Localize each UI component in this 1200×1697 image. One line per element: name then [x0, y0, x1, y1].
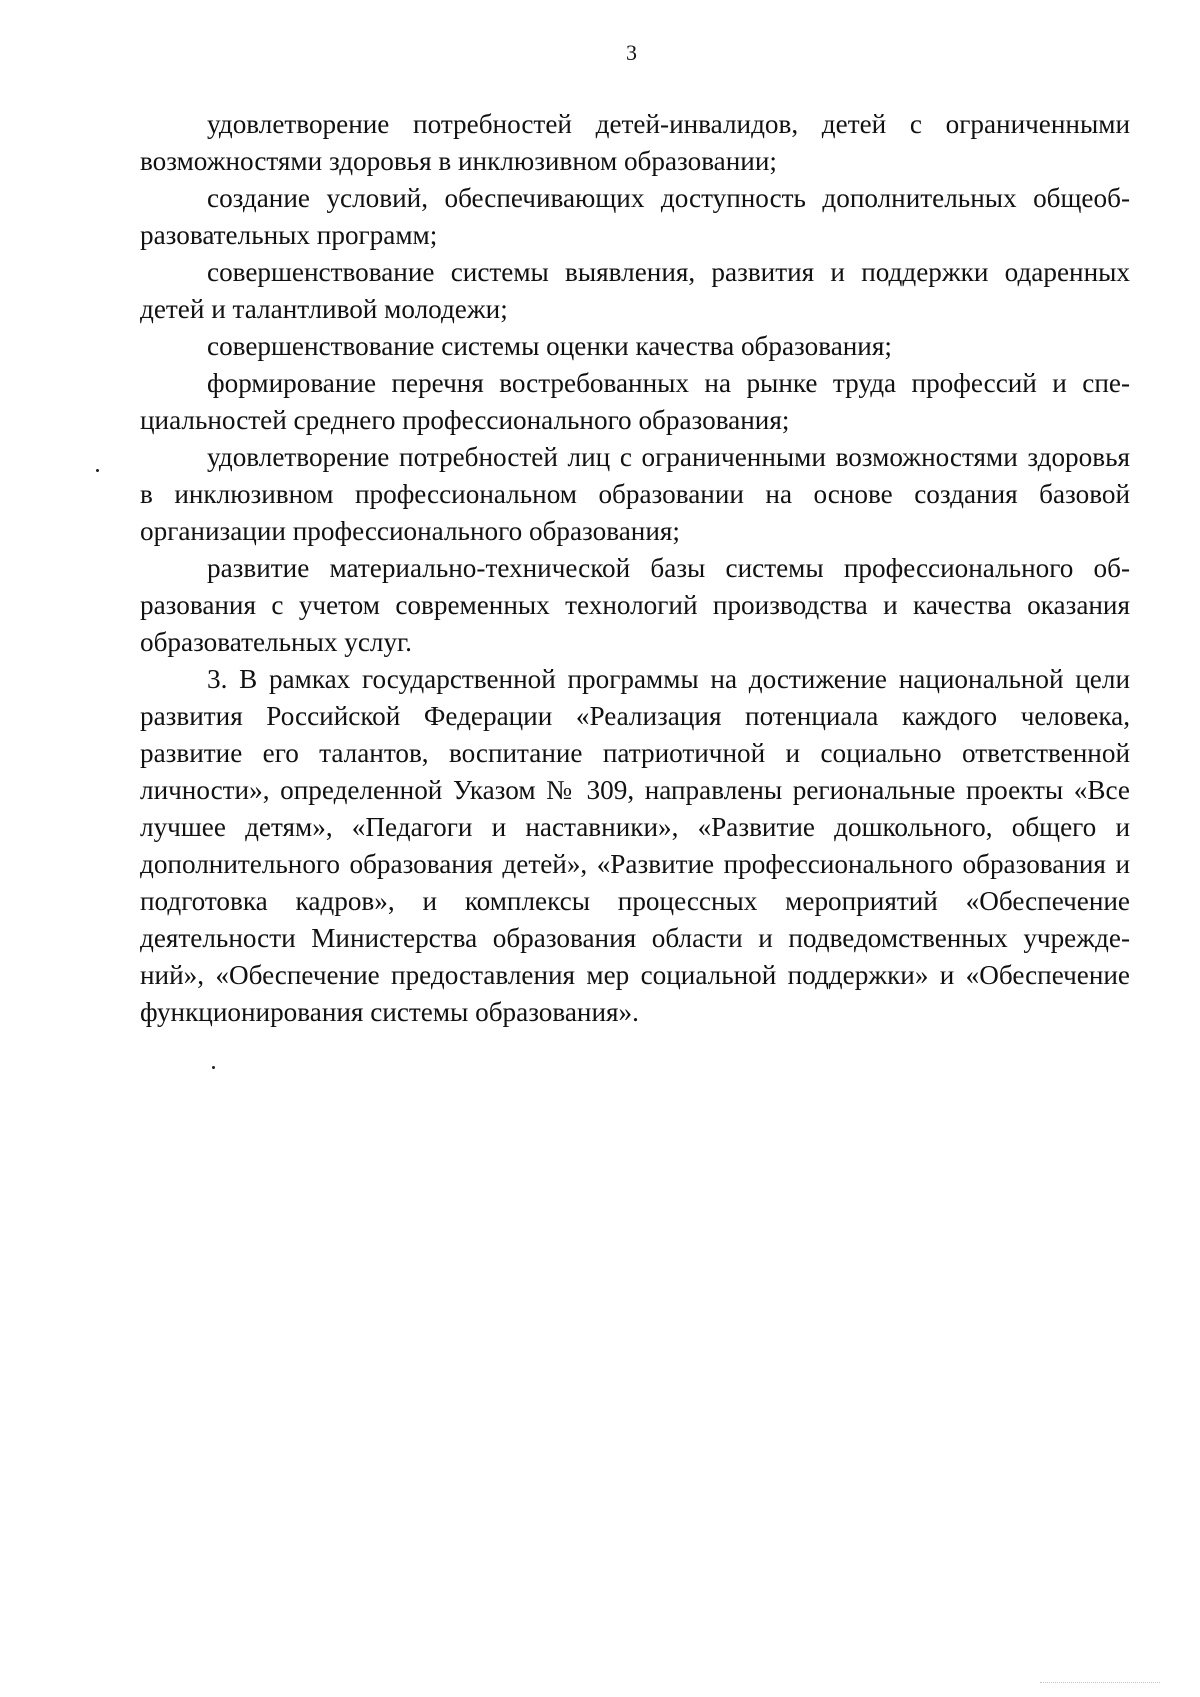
list-item-paragraph: формирование перечня востребованных на рынке труда профессий и специальностей среднего профессионального образования; [140, 368, 1130, 435]
list-item-paragraph: развитие материально-технической базы системы профессионального образования с учетом современных технологий производства и качества оказания образовательных услуг. [140, 553, 1130, 657]
list-item-paragraph: создание условий, обеспечивающих доступность дополнительных общеобразовательных программ; [140, 183, 1130, 250]
scan-speck [212, 1066, 215, 1069]
section-3-paragraph: 3. В рамках государственной программы на достижение национальной цели развития Российской Федерации «Реализация потенциала каждого человека, развитие его талантов, воспитание патриотичной и социально ответственной личности», определенной Указом № 309, направлены региональные проекты «Все лучшее детям», «Педагоги и наставники», «Развитие дошкольного, общего и дополнительного образования детей», «Развитие профессионального образования и подготовка кадров», и комплексы процессных мероприятий «Обеспечение деятельности Министерства образования области и подведомственных учреждений», «Обеспечение предоставления мер социальной поддержки» и «Обеспечение функционирования системы образования». [140, 664, 1130, 1027]
scan-artifact-mark [1040, 1682, 1160, 1695]
page-number: 3 [626, 40, 637, 65]
list-item-paragraph: совершенствование системы выявления, развития и поддержки одаренных детей и талантливой молодежи; [140, 257, 1130, 324]
list-item-paragraph: удовлетворение потребностей детей-инвалидов, детей с ограниченными возможностями здоровья в инклюзивном образовании; [140, 109, 1130, 176]
document-body [140, 106, 1130, 1031]
list-item-paragraph: совершенствование системы оценки качества образования; [207, 331, 892, 361]
list-item-paragraph: удовлетворение потребностей лиц с ограниченными возможностями здоровья в инклюзивном профессиональном образовании на основе создания базовой организации профессионального образования; [140, 442, 1130, 546]
scan-speck [96, 469, 99, 472]
